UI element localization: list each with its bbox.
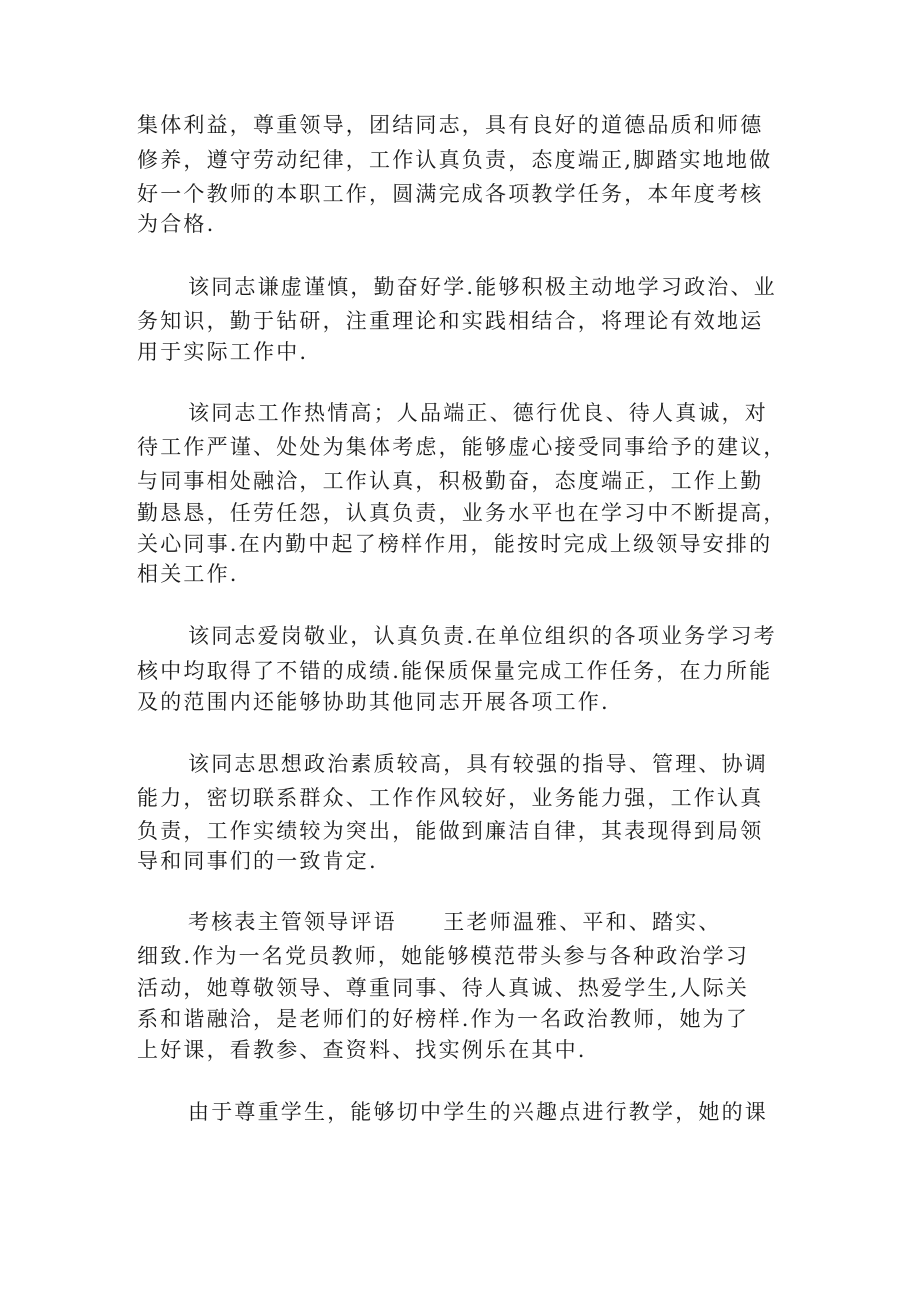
text-line: 勤恳恳，任劳任怨，认真负责，业务水平也在学习中不断提高， bbox=[137, 501, 787, 525]
text-line: 修养，遵守劳动纪律，工作认真负责，态度端正,脚踏实地地做 bbox=[137, 148, 773, 172]
text-line: 待工作严谨、处处为集体考虑，能够虚心接受同事给予的建议， bbox=[137, 435, 787, 459]
text-line: 核中均取得了不错的成绩.能保质保量完成工作任务，在力所能 bbox=[137, 659, 773, 683]
text-line: 上好课，看教参、查资料、找实例乐在其中. bbox=[137, 1038, 587, 1062]
text-line: 导和同事们的一致肯定. bbox=[137, 849, 378, 873]
text-line: 用于实际工作中. bbox=[137, 340, 309, 364]
text-line: 关心同事.在内勤中起了榜样作用，能按时完成上级领导安排的 bbox=[137, 532, 773, 556]
text-line: 务知识，勤于钻研，注重理论和实践相结合，将理论有效地运 bbox=[137, 309, 764, 333]
text-line: 集体利益，尊重领导，团结同志，具有良好的道德品质和师德 bbox=[137, 113, 764, 137]
text-line: 与同事相处融洽，工作认真，积极勤奋，态度端正，工作上勤 bbox=[137, 469, 764, 493]
text-line: 及的范围内还能够协助其他同志开展各项工作. bbox=[137, 690, 610, 714]
text-line: 为合格. bbox=[137, 212, 216, 236]
text-line: 该同志工作热情高；人品端正、德行优良、待人真诚，对 bbox=[188, 401, 768, 425]
text-line: 该同志谦虚谨慎，勤奋好学.能够积极主动地学习政治、业 bbox=[188, 275, 777, 299]
text-line: 该同志爱岗敬业，认真负责.在单位组织的各项业务学习考 bbox=[188, 624, 777, 648]
text-line: 由于尊重学生，能够切中学生的兴趣点进行教学，她的课 bbox=[188, 1100, 768, 1124]
text-line: 负责，工作实绩较为突出，能做到廉洁自律，其表现得到局领 bbox=[137, 819, 764, 843]
text-line: 活动，她尊敬领导、尊重同事、待人真诚、热爱学生,人际关 bbox=[137, 976, 750, 1000]
text-line: 好一个教师的本职工作，圆满完成各项教学任务，本年度考核 bbox=[137, 182, 764, 206]
text-line: 系和谐融洽，是老师们的好榜样.作为一名政治教师，她为了 bbox=[137, 1007, 750, 1031]
text-line: 能力，密切联系群众、工作作风较好，业务能力强，工作认真 bbox=[137, 786, 764, 810]
text-line: 细致.作为一名党员教师，她能够模范带头参与各种政治学习 bbox=[137, 944, 750, 968]
text-line: 相关工作. bbox=[137, 562, 239, 586]
text-line: 该同志思想政治素质较高，具有较强的指导、管理、协调 bbox=[188, 752, 768, 776]
text-line: 考核表主管领导评语 王老师温雅、平和、踏实、 bbox=[188, 910, 722, 934]
